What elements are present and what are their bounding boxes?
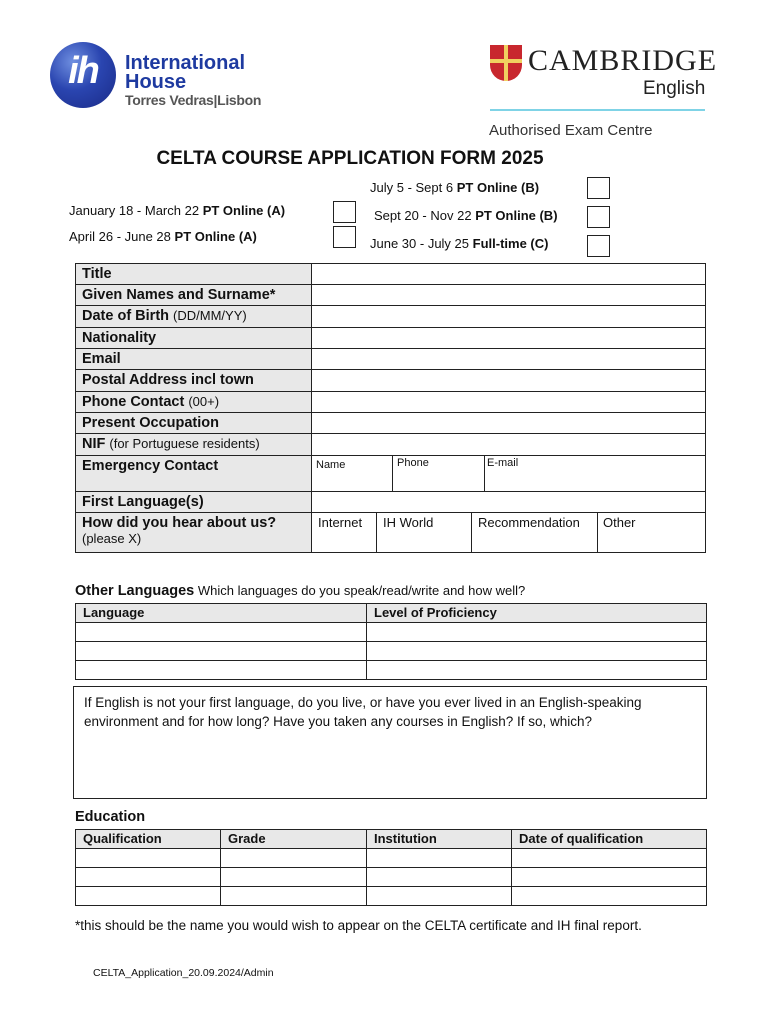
form-title: CELTA COURSE APPLICATION FORM 2025	[156, 148, 544, 169]
field-title[interactable]	[312, 264, 706, 285]
table-cell[interactable]	[76, 642, 367, 661]
table-cell[interactable]	[76, 661, 367, 680]
footnote: *this should be the name you would wish to appear on the CELTA certificate and IH final report.	[75, 918, 642, 933]
course-checkbox-2[interactable]	[333, 226, 356, 248]
cambridge-english: English	[643, 78, 706, 99]
course-checkbox-1[interactable]	[333, 201, 356, 223]
label-first-language: First Language(s)	[76, 492, 312, 513]
label-hear: How did you hear about us? (please X)	[76, 513, 312, 553]
table-cell[interactable]	[367, 868, 512, 887]
label-title: Title	[76, 264, 312, 285]
ih-location: Torres Vedras|Lisbon	[125, 92, 262, 108]
ih-name-line2: House	[125, 71, 187, 93]
field-nationality[interactable]	[312, 328, 706, 349]
table-cell[interactable]	[512, 849, 707, 868]
emergency-email-label: E-mail	[487, 457, 519, 469]
col-language: Language	[76, 604, 367, 623]
cambridge-title: CAMBRIDGE	[528, 44, 718, 77]
label-dob: Date of Birth (DD/MM/YY)	[76, 306, 312, 328]
field-email[interactable]	[312, 349, 706, 370]
ih-name-line1: International	[125, 52, 246, 74]
english-question-text: If English is not your first language, do you live, or have you ever lived in an English-speaking environment and for how long? Have you taken any courses in English? If so, which?	[84, 695, 642, 729]
english-question-box[interactable]	[73, 686, 707, 799]
emergency-phone-label: Phone	[397, 457, 429, 469]
hear-option-recommendation[interactable]: Recommendation	[478, 515, 580, 530]
table-cell[interactable]	[221, 868, 367, 887]
course-option-3: July 5 - Sept 6 PT Online (B)	[370, 180, 540, 195]
label-nif: NIF (for Portuguese residents)	[76, 434, 312, 456]
other-languages-heading: Other Languages Which languages do you speak/read/write and how well?	[75, 583, 526, 599]
education-heading: Education	[75, 809, 146, 825]
col-level: Level of Proficiency	[367, 604, 707, 623]
table-cell[interactable]	[76, 868, 221, 887]
field-hear	[312, 513, 706, 553]
ih-logo-mark: ih	[50, 42, 116, 108]
table-cell[interactable]	[367, 623, 707, 642]
cambridge-shield-icon	[490, 45, 522, 81]
emergency-name-label: Name	[316, 459, 346, 471]
table-cell[interactable]	[367, 661, 707, 680]
authorised-exam-centre: Authorised Exam Centre	[489, 122, 653, 139]
field-phone[interactable]	[312, 392, 706, 413]
table-cell[interactable]	[221, 887, 367, 906]
table-cell[interactable]	[76, 887, 221, 906]
field-nif[interactable]	[312, 434, 706, 456]
languages-table	[75, 603, 707, 680]
document-id: CELTA_Application_20.09.2024/Admin	[93, 967, 274, 979]
table-cell[interactable]	[367, 887, 512, 906]
table-cell[interactable]	[512, 887, 707, 906]
field-names[interactable]	[312, 285, 706, 306]
label-address: Postal Address incl town	[76, 370, 312, 392]
table-cell[interactable]	[221, 849, 367, 868]
hear-option-internet[interactable]: Internet	[318, 515, 363, 530]
field-address[interactable]	[312, 370, 706, 392]
field-occupation[interactable]	[312, 413, 706, 434]
course-checkbox-4[interactable]	[587, 206, 610, 228]
label-phone: Phone Contact (00+)	[76, 392, 312, 413]
course-checkbox-3[interactable]	[587, 177, 610, 199]
table-cell[interactable]	[76, 849, 221, 868]
field-emergency[interactable]	[312, 456, 706, 492]
col-qualification: Qualification	[76, 830, 221, 849]
course-checkbox-5[interactable]	[587, 235, 610, 257]
table-cell[interactable]	[367, 849, 512, 868]
hear-option-ih-world[interactable]: IH World	[383, 515, 434, 530]
field-first-language[interactable]	[312, 492, 706, 513]
hear-option-other[interactable]: Other	[603, 515, 636, 530]
table-cell[interactable]	[367, 642, 707, 661]
course-option-2: April 26 - June 28 PT Online (A)	[69, 229, 257, 244]
label-email: Email	[76, 349, 312, 370]
table-cell[interactable]	[76, 623, 367, 642]
label-occupation: Present Occupation	[76, 413, 312, 434]
label-nationality: Nationality	[76, 328, 312, 349]
col-date: Date of qualification	[512, 830, 707, 849]
label-emergency: Emergency Contact	[76, 456, 312, 492]
personal-details-table	[75, 263, 706, 553]
course-option-5: June 30 - July 25 Full-time (C)	[370, 236, 549, 251]
field-dob[interactable]	[312, 306, 706, 328]
education-table	[75, 829, 707, 906]
col-grade: Grade	[221, 830, 367, 849]
table-cell[interactable]	[512, 868, 707, 887]
label-names: Given Names and Surname*	[76, 285, 312, 306]
course-option-4: Sept 20 - Nov 22 PT Online (B)	[374, 208, 558, 223]
col-institution: Institution	[367, 830, 512, 849]
cambridge-divider	[490, 109, 705, 111]
course-option-1: January 18 - March 22 PT Online (A)	[69, 203, 286, 218]
